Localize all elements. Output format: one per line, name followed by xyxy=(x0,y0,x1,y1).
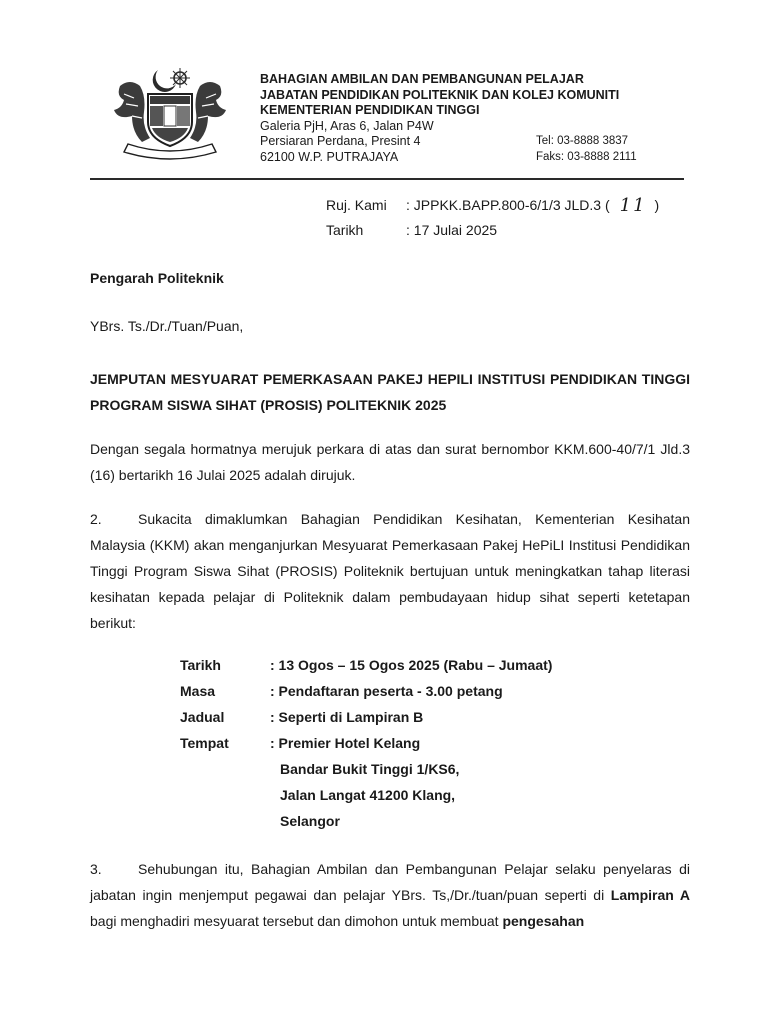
paragraph-3-number: 3. xyxy=(90,861,102,877)
letterhead-organisation xyxy=(260,72,670,166)
attachment-a-reference: Lampiran A xyxy=(610,887,690,903)
address-line-3: 62100 W.P. PUTRAJAYA xyxy=(260,149,399,164)
detail-time-value: : Pendaftaran peserta - 3.00 petang xyxy=(270,683,503,699)
paragraph-2 xyxy=(90,506,690,636)
reference-label: Ruj. Kami xyxy=(326,197,387,213)
letter-date: : 17 Julai 2025 xyxy=(406,222,498,238)
reference-close: ) xyxy=(654,197,660,213)
detail-venue-label: Tempat xyxy=(180,735,229,751)
paragraph-1: Dengan segala hormatnya merujuk perkara di atas dan surat bernombor KKM.600-40/7/1 Jld.3 (16) bertarikh 16 Julai 2025 adalah dirujuk. xyxy=(90,441,690,483)
confirmation-word: pengesahan xyxy=(502,913,585,929)
detail-date-label: Tarikh xyxy=(180,657,221,673)
detail-schedule-value: : Seperti di Lampiran B xyxy=(270,709,424,725)
telephone-number: Tel: 03-8888 3837 xyxy=(536,135,629,148)
salutation: YBrs. Ts./Dr./Tuan/Puan, xyxy=(90,318,244,334)
handwritten-number: 11 xyxy=(619,195,647,216)
address-line-1: Galeria PjH, Aras 6, Jalan P4W xyxy=(260,118,434,133)
letter-body xyxy=(90,268,690,934)
fax-number: Faks: 03-8888 2111 xyxy=(536,150,637,163)
paragraph-3-text-c: bagi menghadiri mesyuarat tersebut dan dimohon untuk membuat xyxy=(90,913,503,929)
paragraph-2-text: Sukacita dimaklumkan Bahagian Pendidikan Kesihatan, Kementerian Kesihatan Malaysia (KKM) akan menganjurkan Mesyuarat Pemerkasaan Pakej HePiLI Institusi Pendidikan Tinggi Program Siswa Sihat (PROSIS) Politeknik bertujuan untuk meningkatkan tahap literasi kesihatan kepada pelajar di Politeknik dalam pembudayaan hidup sihat seperti ketetapan berikut: xyxy=(90,511,690,631)
org-line-1: BAHAGIAN AMBILAN DAN PEMBANGUNAN PELAJAR xyxy=(260,72,584,86)
letterhead-divider xyxy=(90,178,684,180)
coat-of-arms-icon xyxy=(98,64,242,160)
org-line-3: KEMENTERIAN PENDIDIKAN TINGGI xyxy=(260,103,480,118)
paragraph-3-text-a: Sehubungan itu, Bahagian Ambilan dan Pembangunan Pelajar selaku penyelaras di jabatan ingin menjemput pegawai dan pelajar YBrs. Ts,/Dr./tuan/puan seperti di xyxy=(90,861,690,903)
detail-date-value: : 13 Ogos – 15 Ogos 2025 (Rabu – Jumaat) xyxy=(270,657,553,673)
addressee: Pengarah Politeknik xyxy=(90,270,224,286)
paragraph-2-number: 2. xyxy=(90,511,102,527)
letter-subject: JEMPUTAN MESYUARAT PEMERKASAAN PAKEJ HEPILI INSTITUSI PENDIDIKAN TINGGI PROGRAM SISWA SIHAT (PROSIS) POLITEKNIK 2025 xyxy=(90,371,690,413)
detail-time-label: Masa xyxy=(180,683,216,699)
venue-address-line-1: Bandar Bukit Tinggi 1/KS6, xyxy=(280,761,460,777)
venue-address-line-2: Jalan Langat 41200 Klang, xyxy=(280,787,456,803)
reference-number: : JPPKK.BAPP.800-6/1/3 JLD.3 ( xyxy=(406,197,610,213)
org-line-2: JABATAN PENDIDIKAN POLITEKNIK DAN KOLEJ KOMUNITI xyxy=(260,87,620,102)
address-line-2: Persiaran Perdana, Presint 4 xyxy=(260,134,421,149)
detail-schedule-label: Jadual xyxy=(180,709,225,725)
meeting-details xyxy=(180,652,690,834)
reference-block xyxy=(326,193,659,243)
date-label: Tarikh xyxy=(326,222,364,238)
paragraph-3 xyxy=(90,856,690,934)
detail-venue-value: : Premier Hotel Kelang xyxy=(270,735,421,751)
venue-address-line-3: Selangor xyxy=(280,813,340,829)
